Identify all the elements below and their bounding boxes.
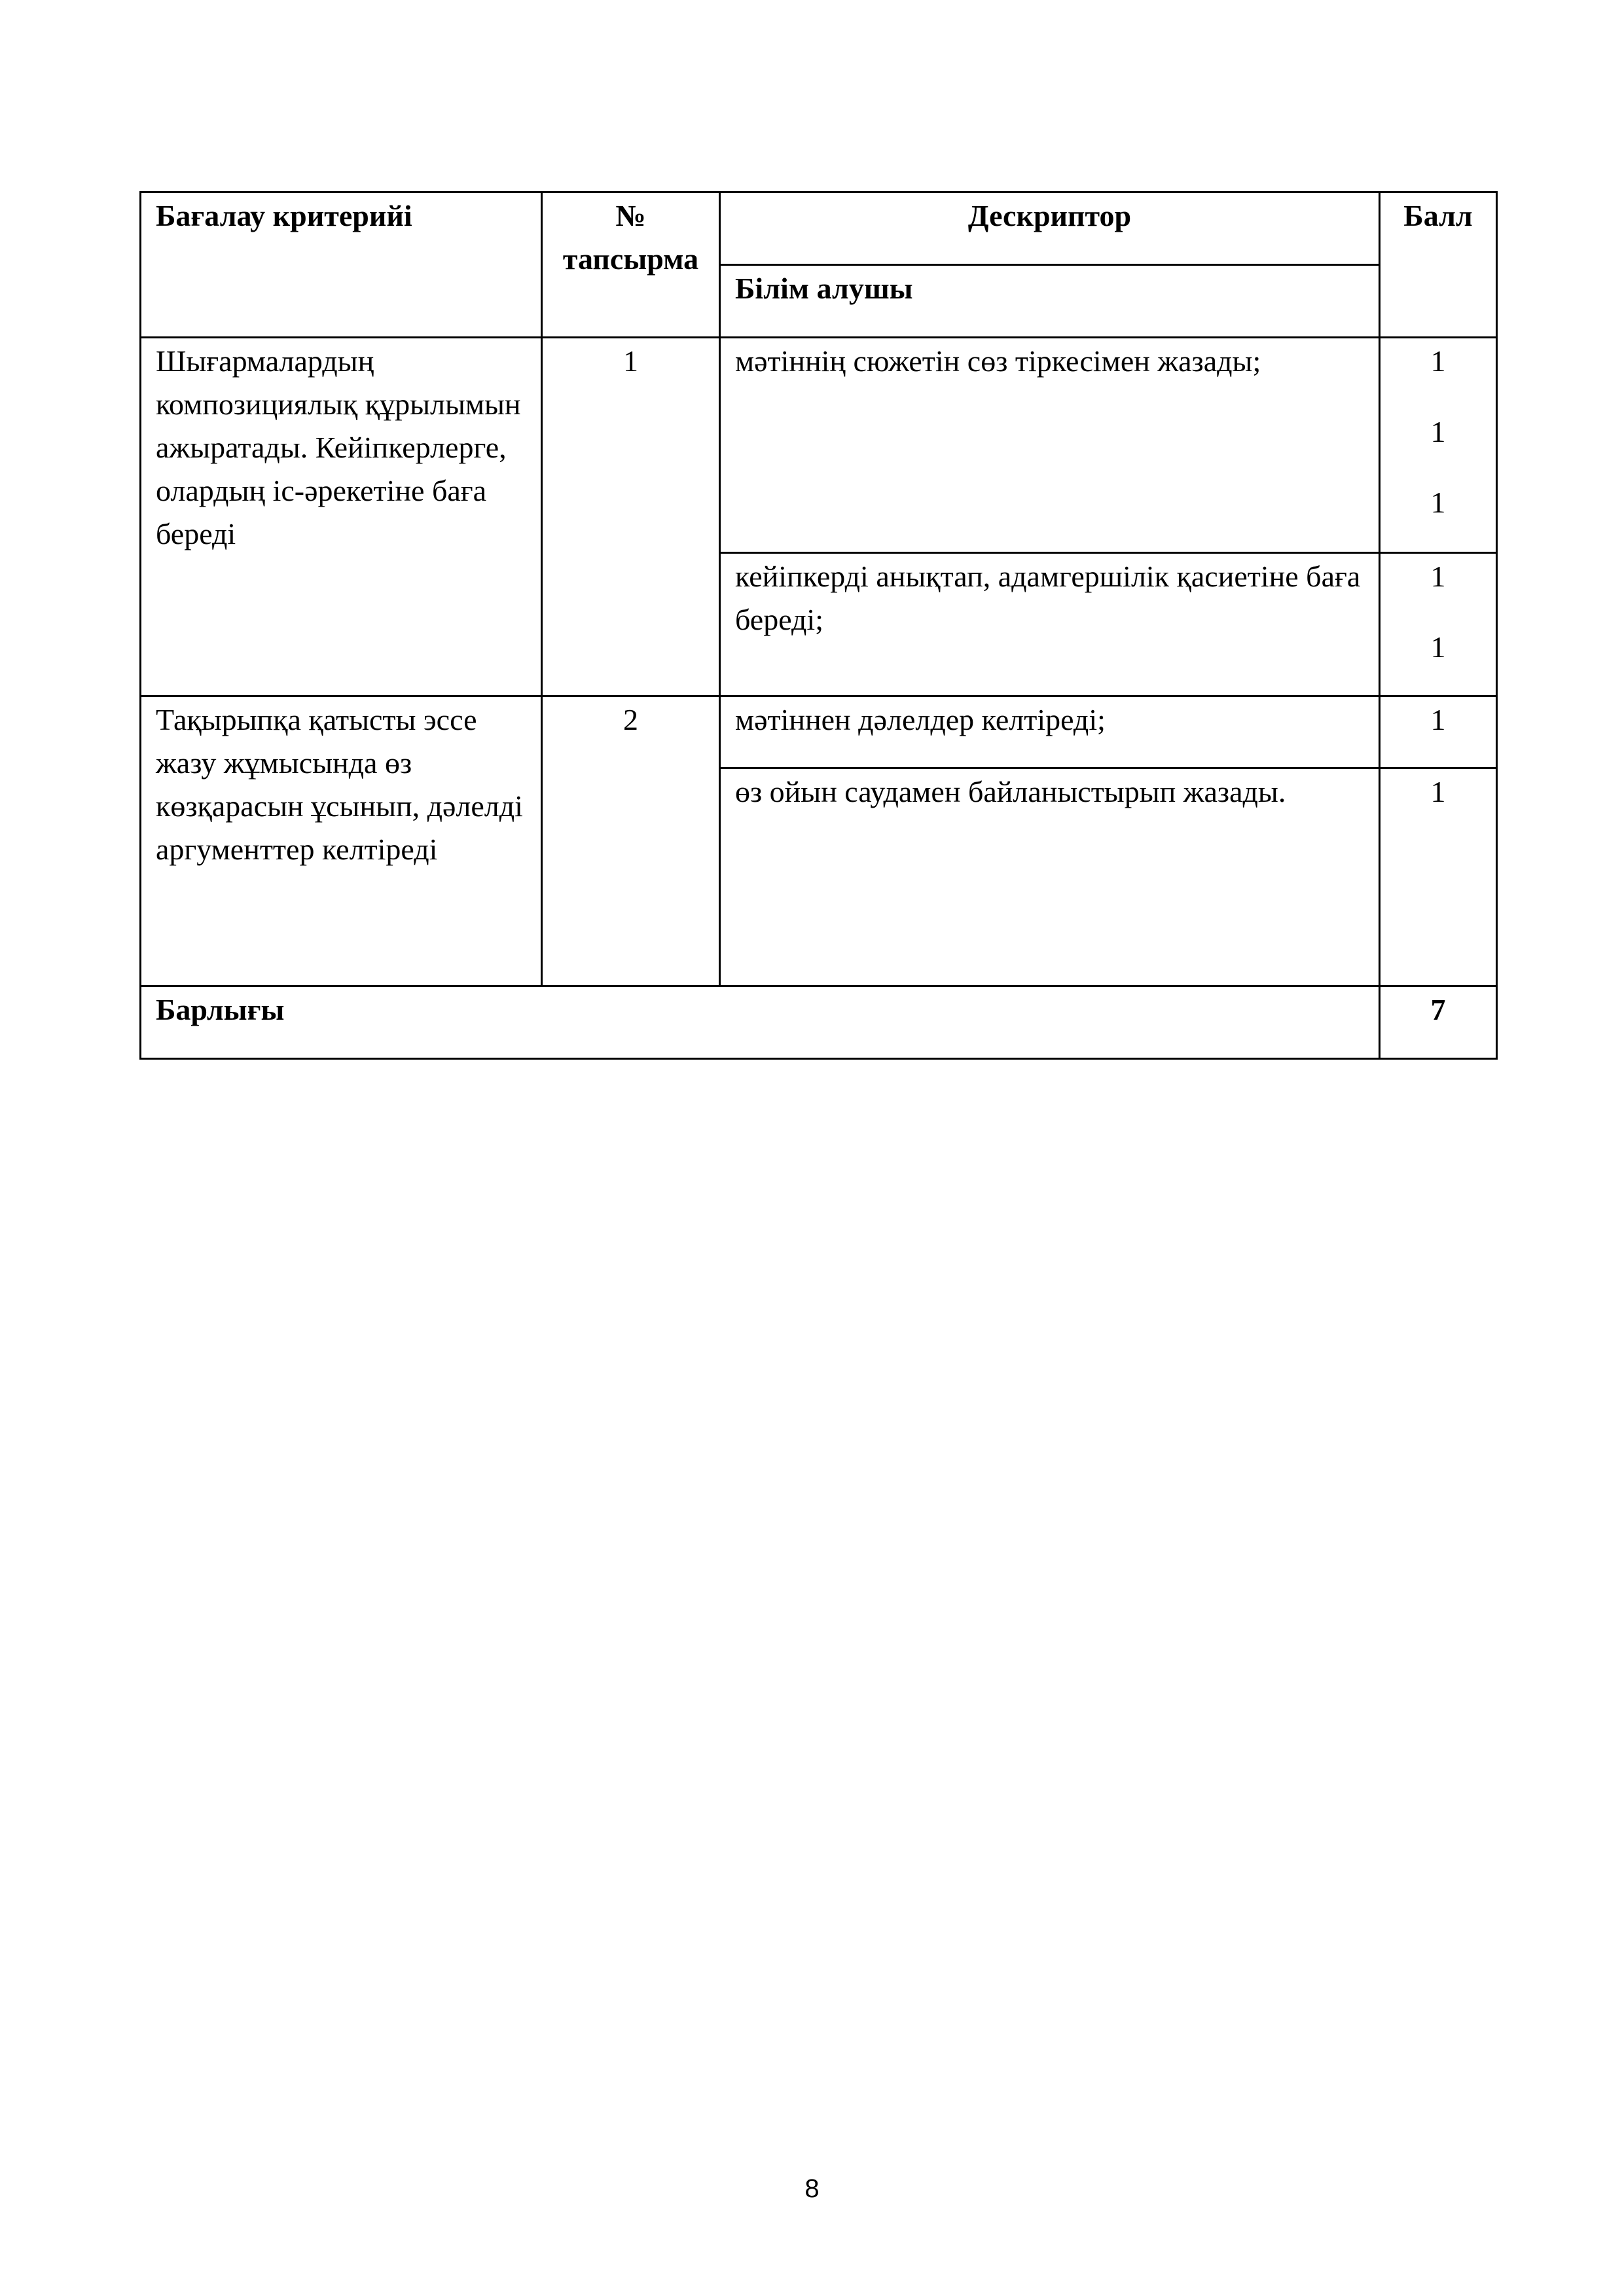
total-label: Барлығы: [141, 986, 1380, 1059]
points-cell: 1: [1380, 768, 1497, 986]
descriptor-cell: мәтіннің сюжетін сөз тіркесімен жазады;: [720, 338, 1380, 553]
header-learner: Білім алушы: [720, 265, 1380, 338]
total-value: 7: [1380, 986, 1497, 1059]
header-points: Балл: [1380, 192, 1497, 338]
assessment-rubric: [139, 191, 1496, 1058]
task-number-cell: 1: [542, 338, 720, 696]
header-task-number-label: тапсырма: [562, 242, 699, 276]
header-task-number: [542, 192, 720, 338]
table-row: [141, 696, 1497, 768]
point-value: 1: [1430, 415, 1446, 448]
descriptor-cell: мәтіннен дәлелдер келтіреді;: [720, 696, 1380, 768]
point-value: 1: [1430, 486, 1446, 519]
descriptor-cell: кейіпкерді анықтап, адамгершілік қасиетіне баға береді;: [720, 553, 1380, 696]
point-value: 1: [1430, 630, 1446, 664]
header-row: [141, 192, 1497, 265]
descriptor-cell: өз ойын саудамен байланыстырып жазады.: [720, 768, 1380, 986]
header-task-number-symbol: №: [615, 199, 646, 232]
criterion-cell: Шығармалардың композициялық құрылымын ажыратады. Кейіпкерлерге, олардың іс-әрекетіне баға береді: [141, 338, 542, 696]
rubric-table: [139, 191, 1498, 1060]
point-value: 1: [1430, 560, 1446, 593]
total-row: [141, 986, 1497, 1059]
task-number-cell: 2: [542, 696, 720, 986]
points-cell: [1380, 553, 1497, 696]
page-number: 8: [804, 2174, 820, 2203]
table-row: [141, 338, 1497, 553]
point-value: 1: [1430, 344, 1446, 378]
points-cell: 1: [1380, 696, 1497, 768]
header-criterion: Бағалау критерийі: [141, 192, 542, 338]
criterion-cell: Тақырыпқа қатысты эссе жазу жұмысында өз көзқарасын ұсынып, дәлелді аргументтер келтіреді: [141, 696, 542, 986]
points-cell: [1380, 338, 1497, 553]
header-descriptor: Дескриптор: [720, 192, 1380, 265]
